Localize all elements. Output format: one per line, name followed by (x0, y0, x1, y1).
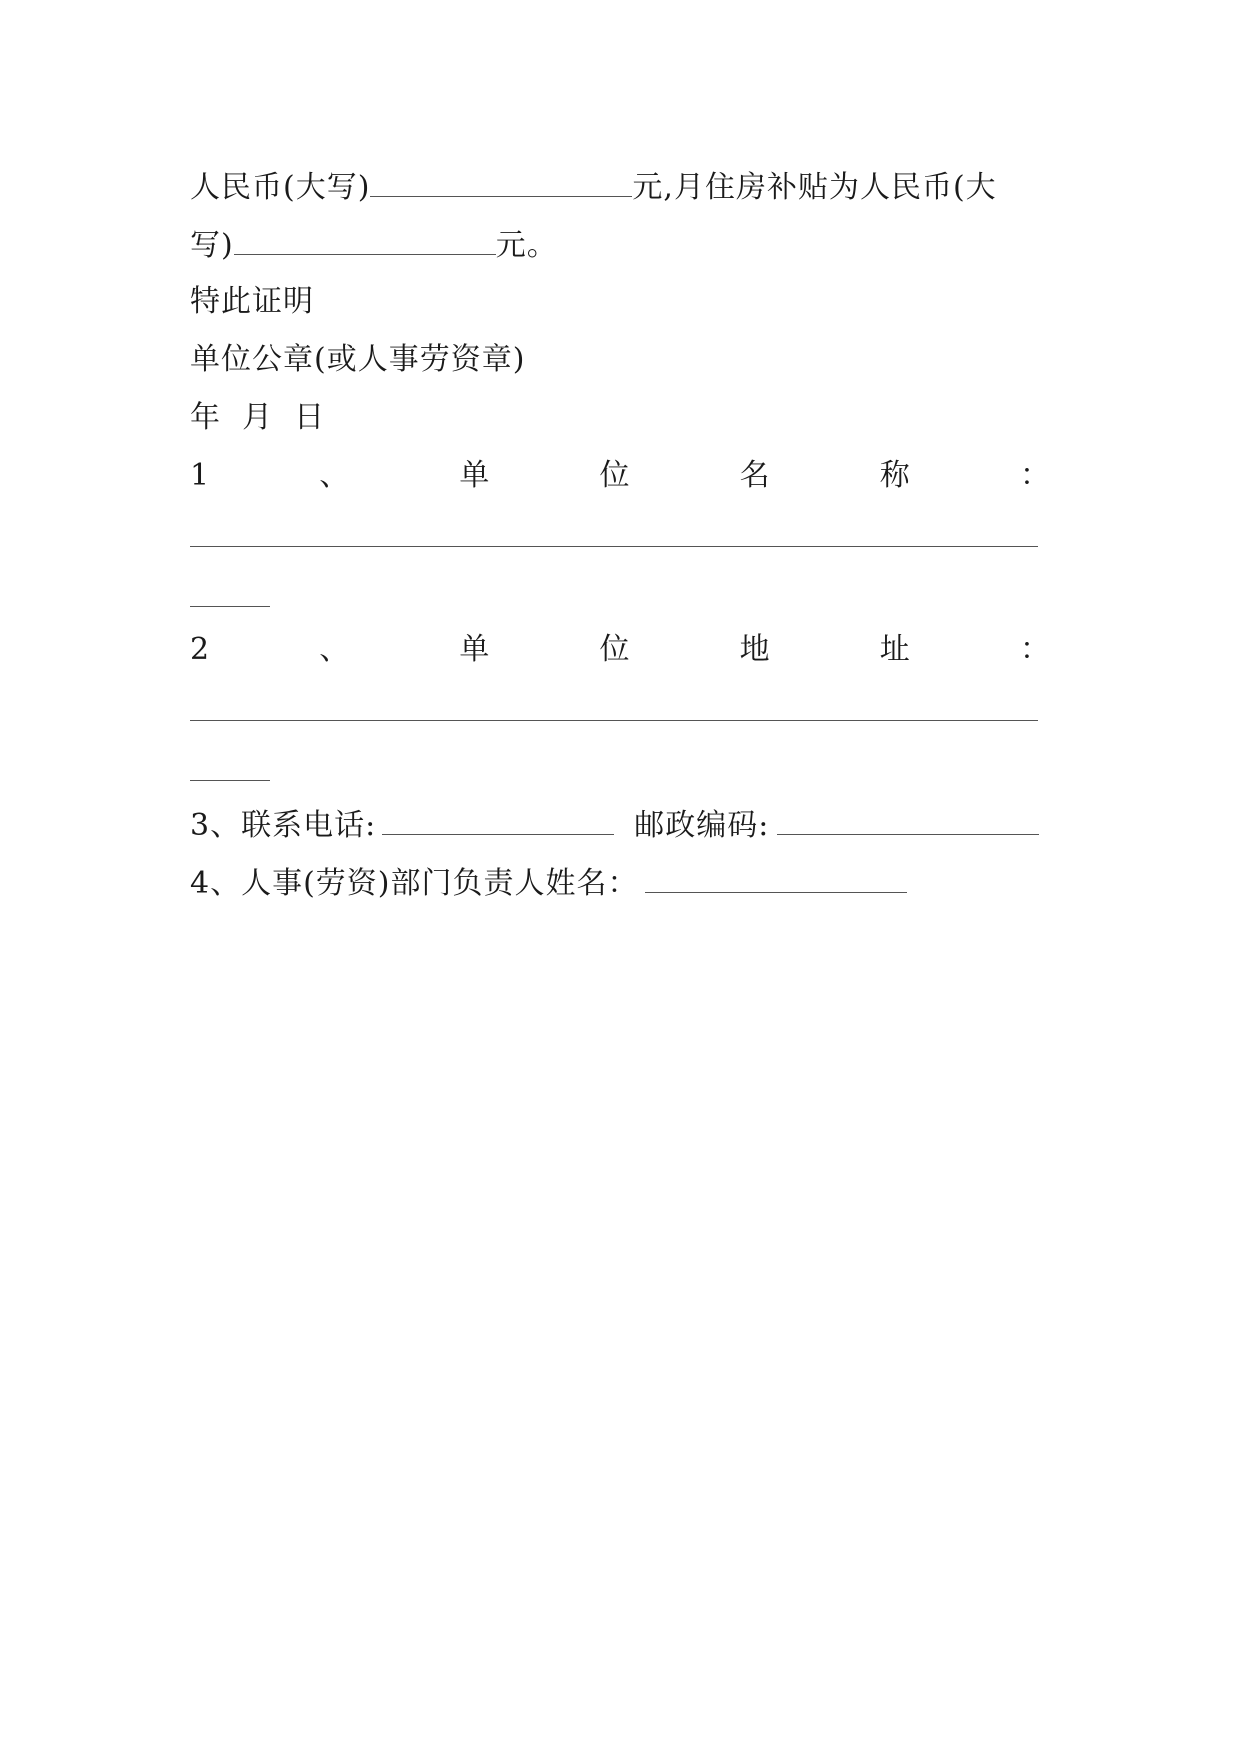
unit-name-blank-line2[interactable] (190, 606, 270, 607)
salary-prefix: 人民币(大写) (190, 170, 371, 205)
field2-char: 位 (599, 632, 630, 667)
field2-char: 址 (879, 632, 910, 667)
seal-text: 单位公章(或人事劳资章) (190, 342, 526, 377)
postcode-blank[interactable] (777, 804, 1039, 835)
field1-char: 名 (739, 458, 770, 493)
field1-char: 1 (190, 458, 210, 493)
field1-char: 位 (599, 458, 630, 493)
field2-char: ： (1019, 632, 1050, 667)
hr-head-name-blank[interactable] (645, 862, 907, 893)
hr-head-line (190, 862, 907, 902)
unit-name-blank-line1[interactable] (190, 546, 1038, 547)
field-unit-name-label (190, 456, 1050, 496)
salary-middle: 元,月住房补贴为人民币(大 (632, 170, 997, 205)
phone-label: 3、联系电话: (190, 808, 377, 843)
housing-amount-blank[interactable] (234, 224, 496, 255)
field1-char: 单 (459, 458, 490, 493)
field1-char: 、 (319, 458, 350, 493)
field2-char: 、 (319, 632, 350, 667)
postcode-label: 邮政编码: (634, 808, 770, 843)
housing-suffix: 元。 (495, 228, 558, 263)
housing-prefix: 写) (190, 228, 234, 263)
unit-address-blank-line2[interactable] (190, 780, 270, 781)
housing-line (190, 224, 558, 264)
hr-head-label: 4、人事(劳资)部门负责人姓名： (190, 866, 639, 901)
field2-char: 地 (739, 632, 770, 667)
unit-address-blank-line1[interactable] (190, 720, 1038, 721)
salary-amount-blank[interactable] (370, 166, 632, 197)
date-text: 年 月 日 (190, 400, 326, 435)
field2-char: 2 (190, 632, 210, 667)
contact-line (190, 804, 1039, 844)
field1-char: ： (1019, 458, 1050, 493)
field-unit-address-label (190, 630, 1050, 670)
salary-line (190, 166, 997, 206)
phone-blank[interactable] (382, 804, 614, 835)
field1-char: 称 (879, 458, 910, 493)
certify-text: 特此证明 (190, 284, 314, 319)
field2-char: 单 (459, 632, 490, 667)
